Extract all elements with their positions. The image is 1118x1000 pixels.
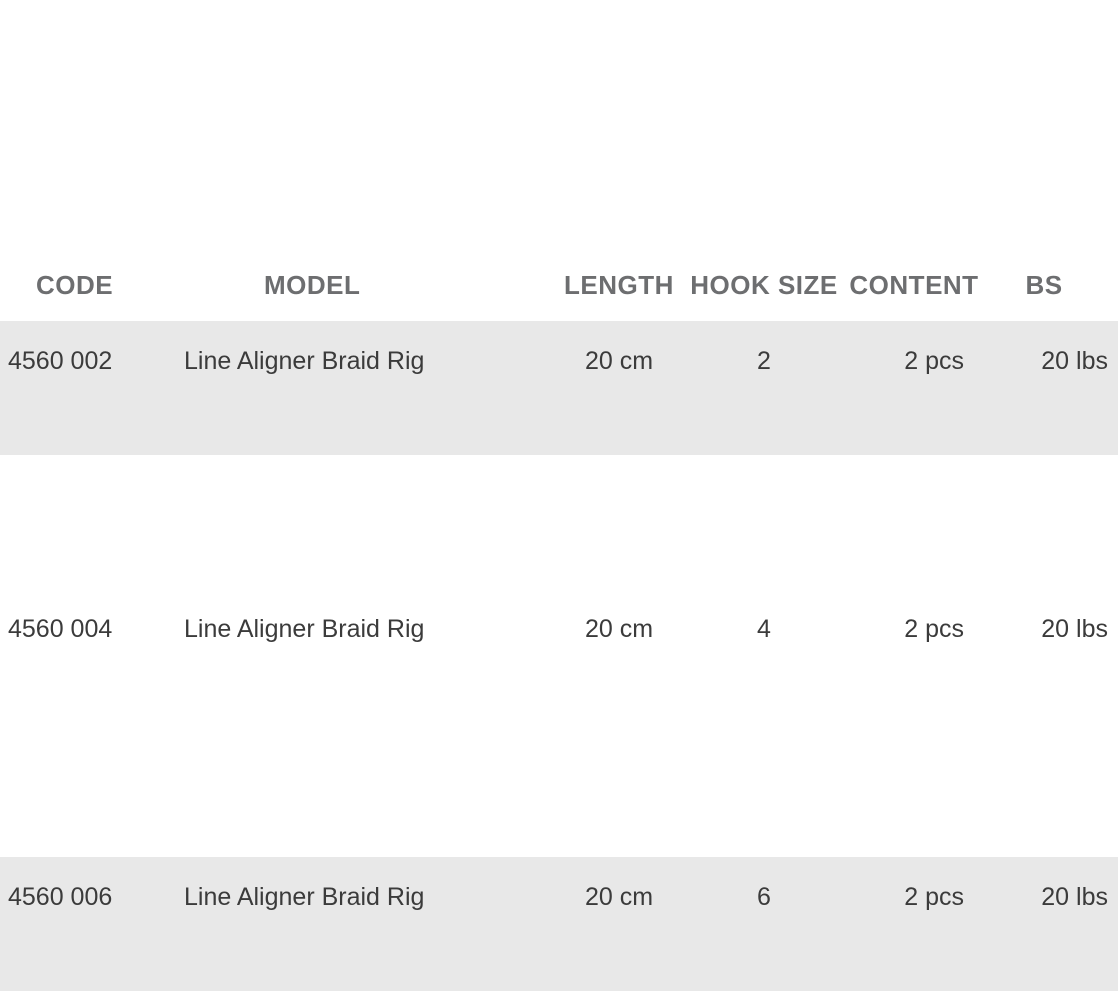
table-header-row	[0, 270, 1118, 321]
cell-model: Line Aligner Braid Rig	[178, 321, 554, 455]
cell-model: Line Aligner Braid Rig	[178, 589, 554, 723]
column-header-bs: BS	[984, 270, 1118, 321]
row-separator	[0, 455, 1118, 589]
column-header-length: LENGTH	[554, 270, 684, 321]
row-separator-cell	[0, 723, 1118, 857]
cell-code: 4560 006	[0, 857, 178, 991]
cell-bs: 20 lbs	[984, 857, 1118, 991]
cell-hook-size: 4	[684, 589, 844, 723]
cell-model: Line Aligner Braid Rig	[178, 857, 554, 991]
cell-length: 20 cm	[554, 857, 684, 991]
cell-code: 4560 002	[0, 321, 178, 455]
cell-hook-size: 2	[684, 321, 844, 455]
column-header-code: CODE	[0, 270, 178, 321]
table-row	[0, 321, 1118, 455]
specifications-table	[0, 270, 1118, 991]
column-header-hook-size: HOOK SIZE	[684, 270, 844, 321]
cell-content: 2 pcs	[844, 321, 984, 455]
cell-bs: 20 lbs	[984, 321, 1118, 455]
table-body	[0, 321, 1118, 991]
cell-length: 20 cm	[554, 589, 684, 723]
table-row	[0, 857, 1118, 991]
cell-content: 2 pcs	[844, 589, 984, 723]
column-header-content: CONTENT	[844, 270, 984, 321]
column-header-model: MODEL	[178, 270, 554, 321]
cell-length: 20 cm	[554, 321, 684, 455]
table-row	[0, 589, 1118, 723]
table-header	[0, 270, 1118, 321]
cell-content: 2 pcs	[844, 857, 984, 991]
row-separator-cell	[0, 455, 1118, 589]
cell-code: 4560 004	[0, 589, 178, 723]
cell-hook-size: 6	[684, 857, 844, 991]
row-separator	[0, 723, 1118, 857]
cell-bs: 20 lbs	[984, 589, 1118, 723]
